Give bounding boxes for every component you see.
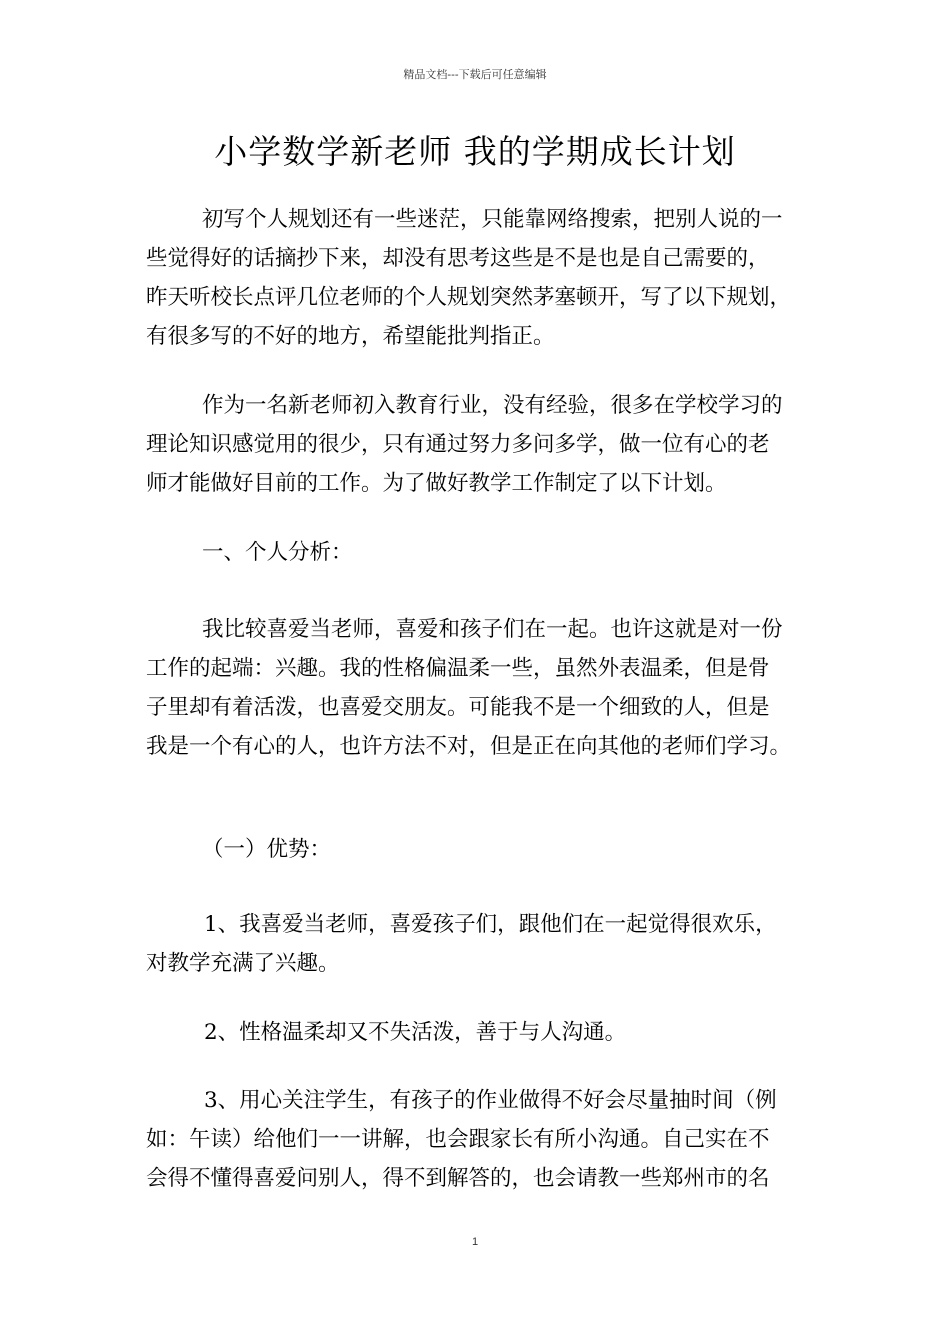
text-line: 师才能做好目前的工作。为了做好教学工作制定了以下计划。 [146,471,727,496]
paragraph-intro [146,200,836,356]
text-line: 一、个人分析： [202,540,353,565]
text-line: （一）优势： [202,837,332,862]
text-line: 会得不懂得喜爱问别人，得不到解答的，也会请教一些郑州市的名 [146,1166,770,1191]
text-line: 1、我喜爱当老师，喜爱孩子们，跟他们在一起觉得很欢乐， [204,912,777,937]
text-line: 如：午读）给他们一一讲解，也会跟家长有所小沟通。自己实在不 [146,1127,770,1152]
paragraph-personal-analysis [146,610,836,766]
text-line: 作为一名新老师初入教育行业，没有经验，很多在学校学习的 [202,393,783,418]
text-line: 些觉得好的话摘抄下来，却没有思考这些是不是也是自己需要的， [146,246,770,271]
text-line: 我比较喜爱当老师，喜爱和孩子们在一起。也许这就是对一份 [202,617,783,642]
text-line: 初写个人规划还有一些迷茫，只能靠网络搜索，把别人说的一 [202,207,783,232]
text-line: 我是一个有心的人，也许方法不对，但是正在向其他的老师们学习。 [146,734,792,759]
page-header: 精品文档---下载后可任意编辑 [403,68,547,81]
document-title: 小学数学新老师 我的学期成长计划 [214,132,736,171]
section-heading-personal-analysis [146,533,836,572]
text-line: 2、性格温柔却又不失活泼，善于与人沟通。 [204,1020,627,1045]
paragraph-new-teacher [146,386,836,503]
text-line: 理论知识感觉用的很少，只有通过努力多问多学，做一位有心的老 [146,432,770,457]
subheading-strengths [146,830,836,869]
text-line: 工作的起端：兴趣。我的性格偏温柔一些，虽然外表温柔，但是骨 [146,656,770,681]
text-line: 3、用心关注学生，有孩子的作业做得不好会尽量抽时间（例 [204,1088,777,1113]
list-item-strength-2 [146,1013,836,1052]
list-item-strength-3 [146,1081,836,1198]
text-line: 昨天听校长点评几位老师的个人规划突然茅塞顿开，写了以下规划， [146,285,792,310]
text-line: 对教学充满了兴趣。 [146,951,340,976]
list-item-strength-1 [146,905,836,983]
text-line: 有很多写的不好的地方，希望能批判指正。 [146,324,555,349]
text-line: 子里却有着活泼，也喜爱交朋友。可能我不是一个细致的人，但是 [146,695,770,720]
page-number: 1 [471,1236,479,1248]
